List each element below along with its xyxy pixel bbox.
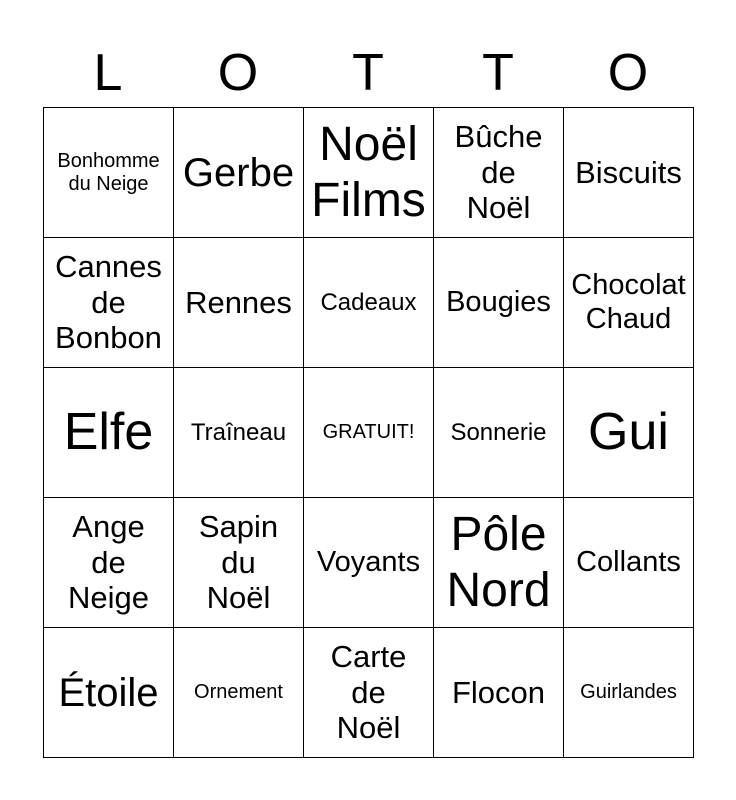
grid-row (44, 628, 694, 758)
grid-row (44, 498, 694, 628)
grid-cell[interactable]: Gui (564, 368, 694, 498)
bingo-header (43, 40, 693, 106)
grid-cell[interactable]: Cannes de Bonbon (44, 238, 174, 368)
header-letter: O (607, 44, 649, 102)
bingo-card-grid (43, 107, 694, 758)
grid-cell[interactable]: Ange de Neige (44, 498, 174, 628)
grid-row (44, 108, 694, 238)
grid-cell[interactable]: Gerbe (174, 108, 304, 238)
grid-cell[interactable]: Étoile (44, 628, 174, 758)
grid-cell[interactable]: Bougies (434, 238, 564, 368)
grid-cell[interactable]: Guirlandes (564, 628, 694, 758)
grid-cell[interactable]: Noël Films (304, 108, 434, 238)
grid-row (44, 368, 694, 498)
grid-cell[interactable]: Ornement (174, 628, 304, 758)
grid-cell[interactable]: Flocon (434, 628, 564, 758)
header-letter: L (93, 44, 123, 102)
grid-cell[interactable]: Bonhomme du Neige (44, 108, 174, 238)
grid-cell[interactable]: Biscuits (564, 108, 694, 238)
grid-cell[interactable]: Sapin du Noël (174, 498, 304, 628)
grid-cell[interactable]: Cadeaux (304, 238, 434, 368)
grid-cell[interactable]: Carte de Noël (304, 628, 434, 758)
grid-cell[interactable]: Traîneau (174, 368, 304, 498)
header-letter: T (352, 44, 384, 102)
header-letter: O (217, 44, 259, 102)
grid-row (44, 238, 694, 368)
grid-cell[interactable]: Chocolat Chaud (564, 238, 694, 368)
grid-cell[interactable]: Voyants (304, 498, 434, 628)
grid-cell[interactable]: Sonnerie (434, 368, 564, 498)
grid-cell[interactable]: Elfe (44, 368, 174, 498)
grid-cell[interactable]: Pôle Nord (434, 498, 564, 628)
grid-cell[interactable]: Rennes (174, 238, 304, 368)
grid-cell-free[interactable]: GRATUIT! (304, 368, 434, 498)
header-letter: T (482, 44, 514, 102)
grid-cell[interactable]: Bûche de Noël (434, 108, 564, 238)
grid-cell[interactable]: Collants (564, 498, 694, 628)
